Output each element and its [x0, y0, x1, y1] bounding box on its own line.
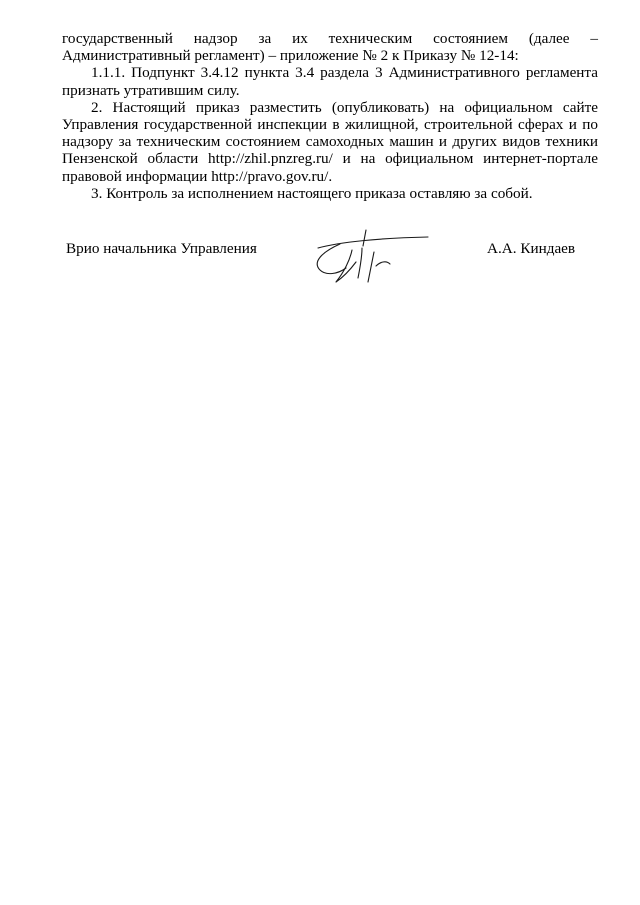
- signer-position: Врио начальника Управления: [66, 240, 257, 257]
- document-body: [62, 30, 598, 202]
- paragraph-regulation-reference: государственный надзор за их техническим состоянием (далее – Административный регламент) – приложение № 2 к Приказу № 12-14:: [62, 30, 598, 65]
- paragraph-2-publication: 2. Настоящий приказ разместить (опубликовать) на официальном сайте Управления государственной инспекции в жилищной, строительной сферах и по надзору за техническим состоянием самоходных машин и других видов техники Пензенской области http://zhil.pnzreg.ru/ и на официальном интернет-портале правовой информации http://pravo.gov.ru/.: [62, 98, 598, 185]
- paragraph-3-control: 3. Контроль за исполнением настоящего приказа оставляю за собой.: [91, 184, 533, 202]
- signer-name: А.А. Киндаев: [487, 240, 576, 257]
- paragraph-1-1-1: 1.1.1. Подпункт 3.4.12 пункта 3.4 раздела 3 Административного регламента признать утратившим силу.: [62, 64, 598, 99]
- signature-block: [0, 226, 640, 296]
- handwritten-signature-image: [300, 226, 440, 290]
